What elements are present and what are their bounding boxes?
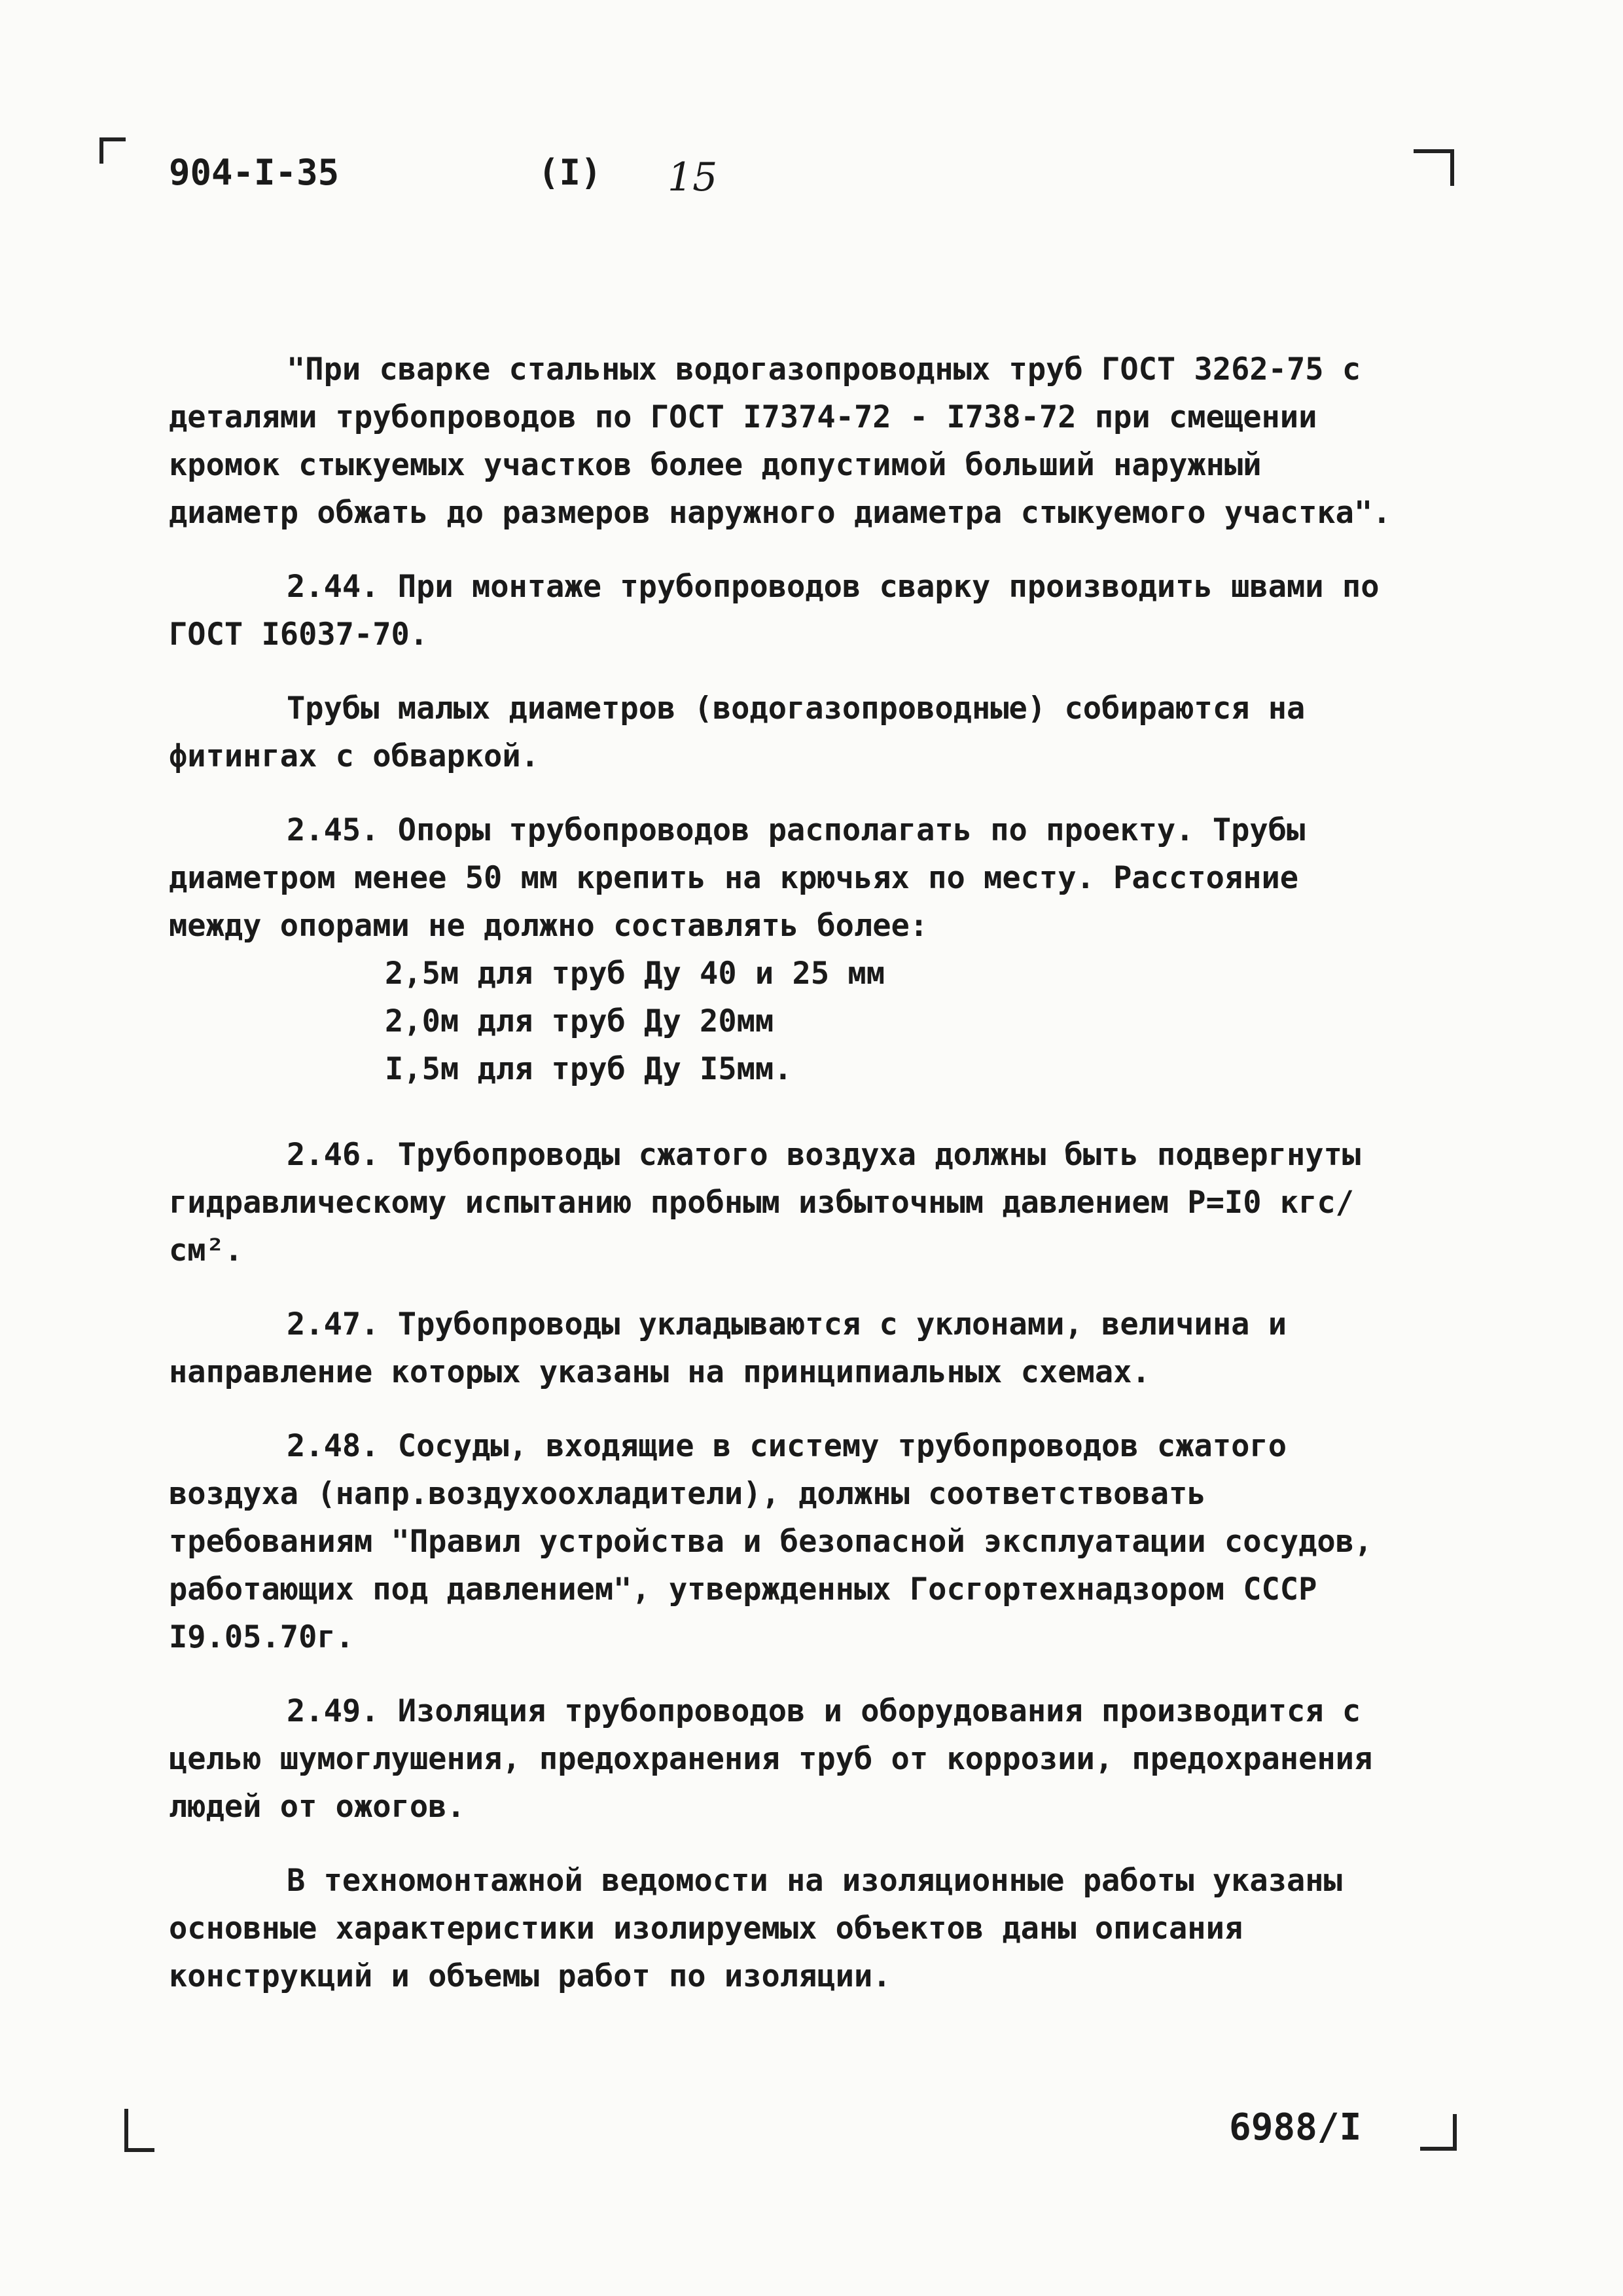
list-item: I,5м для труб Ду I5мм. bbox=[385, 1051, 793, 1087]
paragraph-quote: "При сварке стальных водогазопроводных труб ГОСТ 3262-75 с деталями трубопроводов по ГОСТ I7374-72 - I738-72 при смещении кромок стыкуемых участков более допустимой больший наружный диаметр обжать до размеров наружного диаметра стыкуемого участка". bbox=[169, 351, 1391, 531]
paragraph-2-49: 2.49. Изоляция трубопроводов и оборудования производится с целью шумоглушения, предохранения труб от коррозии, предохранения людей от ожогов. bbox=[169, 1693, 1391, 1825]
corner-mark-bottom-left bbox=[124, 2109, 154, 2152]
document-code: 904-I-35 bbox=[169, 152, 340, 193]
list-item: 2,5м для труб Ду 40 и 25 мм bbox=[385, 956, 885, 992]
paragraph-2-45: 2.45. Опоры трубопроводов располагать по проекту. Трубы диаметром менее 50 мм крепить на крючьях по месту. Расстояние между опорами не должно составлять более: bbox=[169, 812, 1324, 944]
paragraph-2-44: 2.44. При монтаже трубопроводов сварку производить швами по ГОСТ I6037-70. bbox=[169, 569, 1398, 653]
paragraph-2-48: 2.48. Сосуды, входящие в систему трубопроводов сжатого воздуха (напр.воздухоохладители), должны соответствовать требованиям "Правил устройства и безопасной эксплуатации сосудов, работающих под давлением", утвержденных Госгортехнадзором СССР I9.05.70г. bbox=[169, 1428, 1391, 1655]
corner-mark-bottom-right bbox=[1420, 2114, 1457, 2151]
document-number: 6988/I bbox=[1229, 2106, 1362, 2149]
corner-mark-top-left bbox=[99, 137, 126, 164]
page-number: 15 bbox=[668, 154, 718, 200]
paragraph-2-46: 2.46. Трубопроводы сжатого воздуха должны быть подвергнуты гидравлическому испытанию пробным избыточным давлением Р=I0 кгс/см². bbox=[169, 1137, 1380, 1268]
part-number: (I) bbox=[538, 152, 602, 193]
list-item: 2,0м для труб Ду 20мм bbox=[385, 1003, 774, 1039]
paragraph-2-47: 2.47. Трубопроводы укладываются с уклонами, величина и направление которых указаны на принципиальных схемах. bbox=[169, 1306, 1306, 1390]
paragraph-insulation-sheet: В техномонтажной ведомости на изоляционные работы указаны основные характеристики изолируемых объектов даны описания конструкций и объемы работ по изоляции. bbox=[169, 1863, 1361, 1994]
paragraph-small-pipes: Трубы малых диаметров (водогазопроводные) собираются на фитингах с обваркой. bbox=[169, 691, 1324, 774]
document-body bbox=[169, 346, 1406, 2000]
corner-mark-top-right bbox=[1414, 149, 1454, 186]
